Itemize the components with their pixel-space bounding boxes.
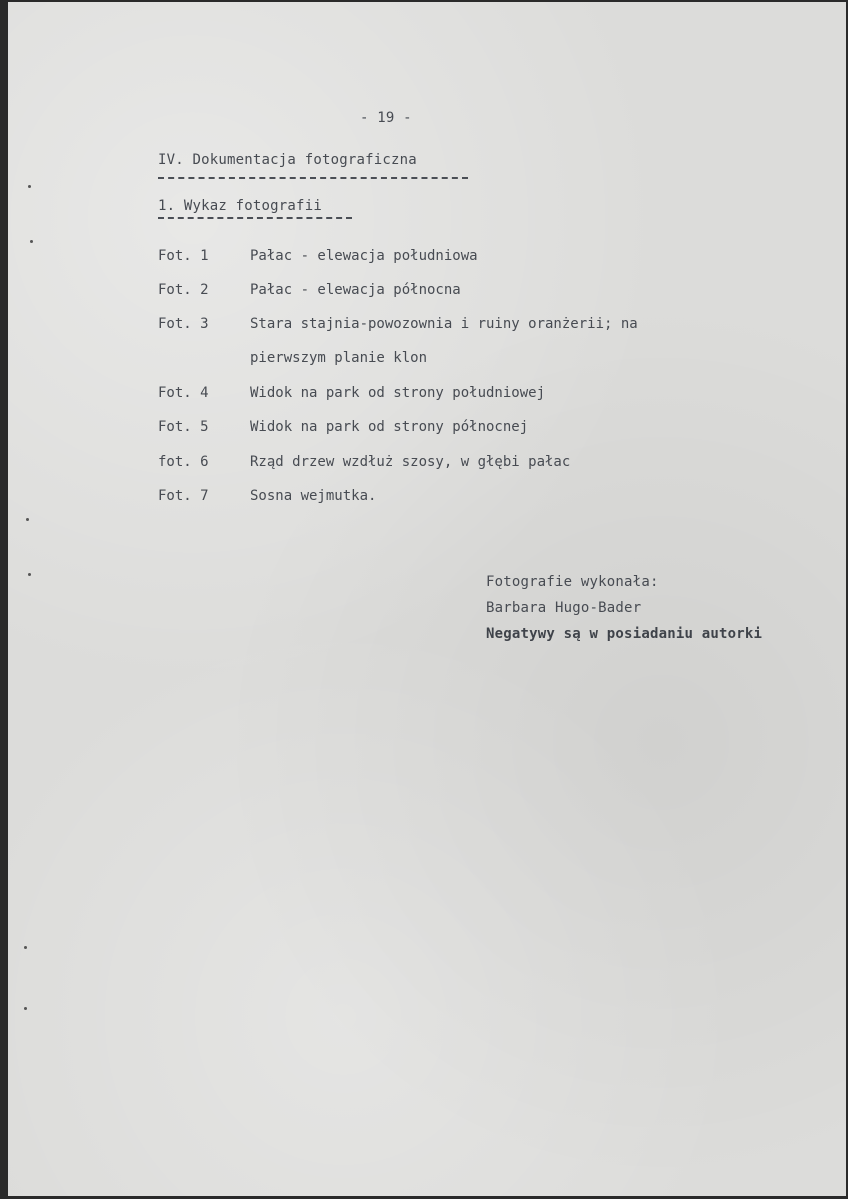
- photo-label: fot. 6: [158, 454, 209, 470]
- margin-mark: [28, 185, 31, 188]
- section-heading-underline: [158, 177, 468, 179]
- subsection-heading: 1. Wykaz fotografii: [158, 198, 322, 214]
- photo-description: Stara stajnia-powozownia i ruiny oranżerii; na: [250, 316, 638, 332]
- photo-description: Sosna wejmutka.: [250, 488, 377, 504]
- photo-label: Fot. 5: [158, 419, 209, 435]
- margin-mark: [30, 240, 33, 243]
- photo-label: Fot. 4: [158, 385, 209, 401]
- document-page: [8, 2, 846, 1196]
- credits-author: Barbara Hugo-Bader: [486, 600, 642, 616]
- margin-mark: [24, 946, 27, 949]
- photo-label: Fot. 3: [158, 316, 209, 332]
- photo-description: Pałac - elewacja południowa: [250, 248, 478, 264]
- photo-label: Fot. 7: [158, 488, 209, 504]
- credits-negatives-note: Negatywy są w posiadaniu autorki: [486, 626, 763, 642]
- photo-description: Widok na park od strony północnej: [250, 419, 529, 435]
- photo-label: Fot. 1: [158, 248, 209, 264]
- credits-line: Fotografie wykonała:: [486, 574, 659, 590]
- margin-mark: [28, 573, 31, 576]
- photo-label: Fot. 2: [158, 282, 209, 298]
- section-heading: IV. Dokumentacja fotograficzna: [158, 152, 417, 168]
- photo-description-continuation: pierwszym planie klon: [250, 350, 428, 366]
- photo-description: Pałac - elewacja północna: [250, 282, 461, 298]
- photo-description: Widok na park od strony południowej: [250, 385, 546, 401]
- margin-mark: [26, 518, 29, 521]
- photo-description: Rząd drzew wzdłuż szosy, w głębi pałac: [250, 454, 571, 470]
- margin-mark: [24, 1007, 27, 1010]
- page-number: - 19 -: [360, 110, 412, 126]
- subsection-heading-underline: [158, 217, 352, 219]
